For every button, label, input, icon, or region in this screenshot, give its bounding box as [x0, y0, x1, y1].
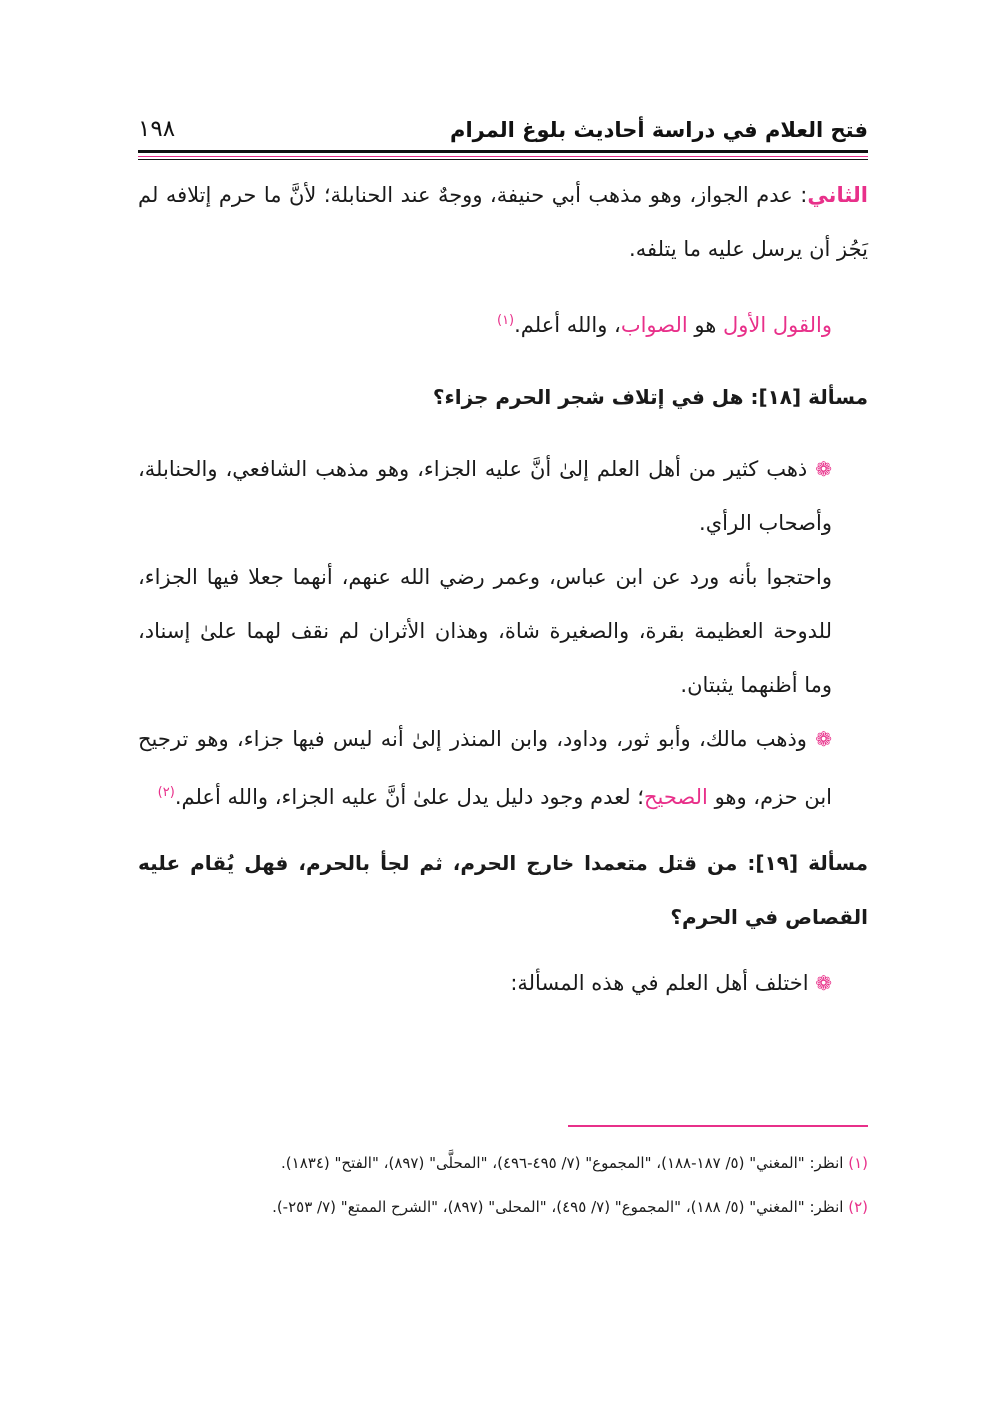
question-18-correct: الصحيح: [643, 785, 708, 809]
conclusion-first-opinion: والقول الأول: [723, 313, 832, 337]
conclusion-end: ، والله أعلم.: [514, 313, 621, 337]
second-opinion-text: : عدم الجواز، وهو مذهب أبي حنيفة، ووجهٌ عند الحنابلة؛ لأنَّ ما حرم إتلافه لم يَجُز أن يرسل عليه ما يتلفه.: [138, 183, 868, 261]
flower-ornament-icon: ❁: [815, 727, 832, 751]
header-rule-thin: [138, 159, 868, 160]
flower-ornament-icon: ❁: [815, 971, 832, 995]
flower-ornament-icon: ❁: [815, 457, 832, 481]
footnote-1-text: انظر: "المغني" (٥/ ١٨٧-١٨٨)، "المجموع" (٧/ ٤٩٥-٤٩٦)، "المحلَّى" (٨٩٧)، "الفتح" (١٨٣٤).: [281, 1154, 844, 1172]
footnote-separator: [568, 1125, 868, 1127]
question-18-text-3a: وذهب مالك، وأبو ثور، وداود، وابن المنذر إلىٰ أنه ليس فيها جزاء، وهو ترجيح ابن حزم، وهو: [138, 727, 832, 809]
footnote-2-text: انظر: "المغني" (٥/ ١٨٨)، "المجموع" (٧/ ٤٩٥)، "المحلى" (٨٩٧)، "الشرح الممتع" (٧/ ٢٥٣-).: [272, 1198, 844, 1216]
question-18-text-1: ذهب كثير من أهل العلم إلىٰ أنَّ عليه الجزاء، وهو مذهب الشافعي، والحنابلة، وأصحاب الرأي.: [138, 457, 832, 535]
conclusion-mid: هو: [687, 313, 723, 337]
question-19-text-1: اختلف أهل العلم في هذه المسألة:: [510, 971, 809, 995]
book-title: فتح العلام في دراسة أحاديث بلوغ المرام: [450, 118, 868, 142]
header-rule-thick: [138, 150, 868, 153]
page-number: ١٩٨: [138, 116, 176, 142]
question-18-text-3b: ؛ لعدم وجود دليل يدل علىٰ أنَّ عليه الجزاء، والله أعلم.: [174, 785, 644, 809]
question-18-paragraph-1: [138, 442, 868, 550]
footnote-2: [138, 1192, 868, 1222]
question-19-paragraph-1: [138, 956, 868, 1010]
header-rule-pink: [138, 156, 868, 157]
footnote-ref-1[interactable]: (١): [496, 313, 515, 328]
footnotes: [138, 1148, 868, 1236]
paragraph-conclusion: [138, 294, 868, 352]
question-19-heading: مسألة [١٩]: من قتل متعمدا خارج الحرم، ثم لجأ بالحرم، فهل يُقام عليه القصاص في الحرم؟: [138, 851, 868, 929]
conclusion-correct: الصواب: [620, 313, 688, 337]
running-header: [138, 112, 868, 152]
second-opinion-lead: الثاني: [807, 183, 868, 207]
question-18-paragraph-3: [138, 712, 868, 824]
question-18-paragraph-2: واحتجوا بأنه ورد عن ابن عباس، وعمر رضي الله عنهم، أنهما جعلا فيها الجزاء، للدوحة العظيمة بقرة، والصغيرة شاة، وهذان الأثران لم نقف لهما علىٰ إسناد، وما أظنهما يثبتان.: [138, 565, 832, 697]
footnote-2-number: (٢): [848, 1198, 868, 1216]
main-text: [138, 168, 868, 1010]
footnote-1-number: (١): [848, 1154, 868, 1172]
paragraph-second-opinion: [138, 168, 868, 276]
footnote-1: [138, 1148, 868, 1178]
footnote-ref-2[interactable]: (٢): [157, 785, 175, 800]
question-18-heading: مسألة [١٨]: هل في إتلاف شجر الحرم جزاء؟: [432, 385, 868, 409]
